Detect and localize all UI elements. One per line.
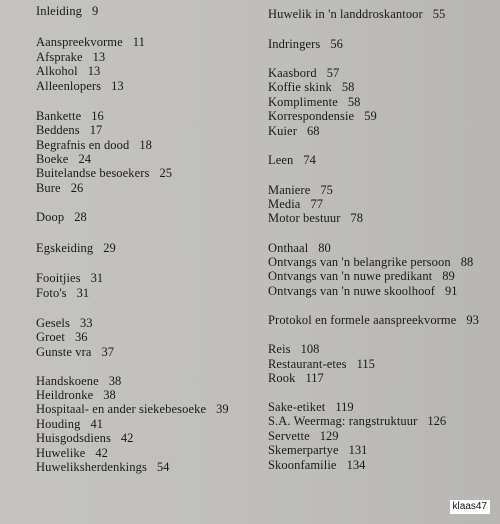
entry-page-number: 29 bbox=[103, 241, 116, 255]
index-entry bbox=[268, 357, 375, 371]
entry-page-number: 119 bbox=[335, 400, 354, 414]
entry-term: Fooitjies bbox=[36, 271, 81, 285]
entry-page-number: 37 bbox=[101, 345, 114, 359]
entry-term: Rook bbox=[268, 371, 296, 385]
index-entry bbox=[268, 183, 333, 197]
index-entry bbox=[36, 64, 100, 78]
entry-term: Egskeiding bbox=[36, 241, 94, 255]
entry-page-number: 11 bbox=[132, 35, 145, 49]
entry-term: Koffie skink bbox=[268, 80, 332, 94]
entry-term: Hospitaal- en ander siekebesoeke bbox=[36, 402, 207, 416]
entry-term: Doop bbox=[36, 210, 65, 224]
index-entry bbox=[36, 271, 103, 285]
index-entry bbox=[36, 35, 145, 49]
entry-page-number: 59 bbox=[364, 109, 377, 123]
entry-term: Leen bbox=[268, 153, 294, 167]
entry-term: Afsprake bbox=[36, 50, 83, 64]
entry-page-number: 91 bbox=[445, 284, 458, 298]
entry-term: Protokol en formele aanspreekvorme bbox=[268, 313, 457, 327]
entry-page-number: 16 bbox=[91, 109, 104, 123]
index-entry bbox=[268, 241, 331, 255]
entry-term: Handskoene bbox=[36, 374, 99, 388]
entry-term: Korrespondensie bbox=[268, 109, 355, 123]
index-entry bbox=[36, 388, 116, 402]
index-entry bbox=[268, 414, 446, 428]
index-entry bbox=[268, 7, 445, 21]
entry-page-number: 36 bbox=[74, 330, 88, 344]
index-entry bbox=[268, 80, 354, 94]
entry-page-number: 38 bbox=[103, 388, 116, 402]
entry-term: Restaurant-etes bbox=[268, 357, 347, 371]
entry-page-number: 75 bbox=[320, 183, 333, 197]
index-entry bbox=[268, 211, 363, 225]
entry-term: Skoonfamilie bbox=[268, 458, 337, 472]
index-entry bbox=[268, 66, 339, 80]
index-entry bbox=[268, 284, 458, 298]
entry-term: Heildronke bbox=[36, 388, 94, 402]
index-entry bbox=[36, 50, 105, 64]
entry-page-number: 42 bbox=[95, 446, 108, 460]
entry-page-number: 129 bbox=[319, 429, 339, 443]
index-entry bbox=[36, 417, 103, 431]
entry-page-number: 38 bbox=[108, 374, 122, 388]
index-entry bbox=[268, 371, 324, 385]
entry-term: Beddens bbox=[36, 123, 80, 137]
entry-page-number: 68 bbox=[306, 124, 320, 138]
entry-term: Maniere bbox=[268, 183, 311, 197]
entry-term: Media bbox=[268, 197, 301, 211]
index-entry bbox=[268, 342, 319, 356]
entry-term: Onthaal bbox=[268, 241, 309, 255]
entry-term: Aanspreekvorme bbox=[36, 35, 123, 49]
index-entry bbox=[268, 313, 479, 327]
entry-term: Huisgodsdiens bbox=[36, 431, 111, 445]
entry-page-number: 13 bbox=[111, 79, 124, 93]
entry-page-number: 134 bbox=[346, 458, 366, 472]
index-entry bbox=[36, 460, 169, 474]
entry-page-number: 55 bbox=[432, 7, 446, 21]
index-entry bbox=[268, 197, 323, 211]
index-entry bbox=[36, 446, 108, 460]
entry-term: Sake-etiket bbox=[268, 400, 326, 414]
entry-term: Bankette bbox=[36, 109, 82, 123]
entry-term: S.A. Weermag: rangstruktuur bbox=[268, 414, 418, 428]
index-entry bbox=[268, 37, 343, 51]
entry-page-number: 131 bbox=[348, 443, 368, 457]
entry-page-number: 93 bbox=[466, 313, 479, 327]
index-entry bbox=[268, 109, 377, 123]
entry-term: Foto's bbox=[36, 286, 67, 300]
entry-term: Gunste vra bbox=[36, 345, 92, 359]
entry-term: Alleenlopers bbox=[36, 79, 102, 93]
index-entry bbox=[268, 400, 354, 414]
entry-term: Bure bbox=[36, 181, 61, 195]
index-entry bbox=[36, 286, 89, 300]
index-entry bbox=[36, 345, 114, 359]
entry-page-number: 77 bbox=[310, 197, 323, 211]
entry-term: Ontvangs van 'n nuwe skoolhoof bbox=[268, 284, 436, 298]
entry-page-number: 18 bbox=[139, 138, 152, 152]
entry-page-number: 26 bbox=[70, 181, 84, 195]
entry-term: Indringers bbox=[268, 37, 321, 51]
index-entry bbox=[268, 153, 316, 167]
entry-term: Servette bbox=[268, 429, 310, 443]
entry-term: Groet bbox=[36, 330, 65, 344]
entry-page-number: 108 bbox=[300, 342, 320, 356]
index-entry bbox=[268, 458, 365, 472]
entry-term: Inleiding bbox=[36, 4, 83, 18]
entry-page-number: 31 bbox=[76, 286, 90, 300]
index-entry bbox=[268, 429, 339, 443]
index-entry bbox=[36, 241, 116, 255]
index-entry bbox=[36, 166, 172, 180]
index-entry bbox=[268, 95, 360, 109]
entry-term: Alkohol bbox=[36, 64, 78, 78]
entry-page-number: 58 bbox=[347, 95, 361, 109]
index-entry bbox=[36, 138, 152, 152]
entry-page-number: 25 bbox=[159, 166, 173, 180]
index-entry bbox=[268, 269, 455, 283]
entry-term: Buitelandse besoekers bbox=[36, 166, 150, 180]
entry-term: Motor bestuur bbox=[268, 211, 341, 225]
entry-page-number: 78 bbox=[350, 211, 363, 225]
index-entry bbox=[36, 123, 102, 137]
entry-term: Gesels bbox=[36, 316, 70, 330]
index-entry bbox=[36, 431, 133, 445]
entry-page-number: 41 bbox=[90, 417, 103, 431]
entry-page-number: 13 bbox=[87, 64, 101, 78]
entry-page-number: 42 bbox=[120, 431, 134, 445]
index-entry bbox=[36, 152, 91, 166]
index-entry bbox=[36, 374, 121, 388]
entry-page-number: 13 bbox=[92, 50, 106, 64]
index-entry bbox=[36, 181, 83, 195]
entry-term: Komplimente bbox=[268, 95, 338, 109]
index-entry bbox=[36, 316, 92, 330]
entry-page-number: 117 bbox=[305, 371, 324, 385]
index-entry bbox=[36, 109, 104, 123]
entry-page-number: 58 bbox=[341, 80, 355, 94]
entry-page-number: 9 bbox=[92, 4, 99, 18]
entry-term: Boeke bbox=[36, 152, 69, 166]
index-entry bbox=[36, 402, 229, 416]
entry-term: Ontvangs van 'n belangrike persoon bbox=[268, 255, 451, 269]
entry-page-number: 28 bbox=[74, 210, 87, 224]
entry-term: Huwelike bbox=[36, 446, 86, 460]
entry-page-number: 57 bbox=[326, 66, 340, 80]
entry-term: Reis bbox=[268, 342, 291, 356]
entry-page-number: 80 bbox=[318, 241, 331, 255]
entry-term: Kaasbord bbox=[268, 66, 317, 80]
entry-page-number: 17 bbox=[89, 123, 103, 137]
entry-term: Begrafnis en dood bbox=[36, 138, 130, 152]
entry-term: Skemerpartye bbox=[268, 443, 339, 457]
entry-page-number: 39 bbox=[216, 402, 229, 416]
index-entry bbox=[268, 124, 319, 138]
index-entry bbox=[268, 443, 367, 457]
index-entry bbox=[36, 330, 87, 344]
entry-page-number: 24 bbox=[78, 152, 91, 166]
entry-page-number: 74 bbox=[303, 153, 316, 167]
index-entry bbox=[36, 4, 98, 18]
index-entry bbox=[36, 79, 124, 93]
entry-term: Huwelik in 'n landdroskantoor bbox=[268, 7, 423, 21]
entry-term: Houding bbox=[36, 417, 81, 431]
entry-page-number: 88 bbox=[460, 255, 474, 269]
entry-term: Kuier bbox=[268, 124, 297, 138]
entry-page-number: 56 bbox=[330, 37, 343, 51]
entry-page-number: 115 bbox=[356, 357, 375, 371]
entry-term: Huweliksherdenkings bbox=[36, 460, 147, 474]
entry-page-number: 126 bbox=[427, 414, 447, 428]
watermark-label: klaas47 bbox=[450, 500, 490, 514]
entry-page-number: 33 bbox=[79, 316, 93, 330]
entry-page-number: 54 bbox=[156, 460, 170, 474]
entry-term: Ontvangs van 'n nuwe predikant bbox=[268, 269, 433, 283]
index-entry bbox=[268, 255, 473, 269]
entry-page-number: 31 bbox=[90, 271, 104, 285]
index-entry bbox=[36, 210, 87, 224]
entry-page-number: 89 bbox=[442, 269, 455, 283]
